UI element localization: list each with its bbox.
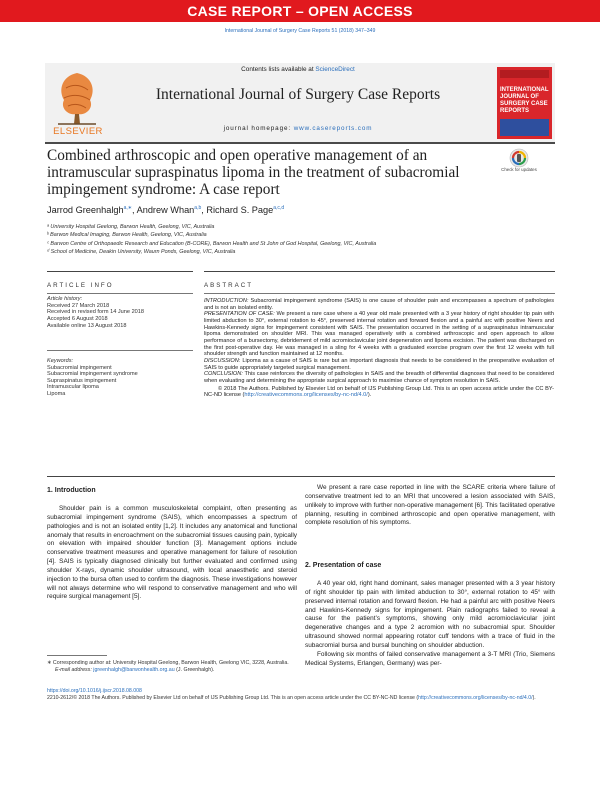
footer-license-link[interactable]: http://creativecommons.org/licenses/by-nc-nd/4.0/ — [418, 694, 533, 701]
author-name[interactable]: Richard S. Page — [206, 205, 274, 216]
case-report-banner: CASE REPORT – OPEN ACCESS — [0, 0, 600, 22]
article-info-heading: ARTICLE INFO — [47, 282, 114, 289]
abstract-license — [204, 386, 554, 399]
license-text: © 2018 The Authors. Published by Elsevier Ltd on behalf of IJS Publishing Group Ltd. This is an open access article under the CC BY-NC-ND license ( — [204, 385, 554, 399]
paragraph: We present a rare case reported in line with the SCARE criteria where failure of conservative treatment led to an MRI that uncovered a lesion associated with SAIS, unlikely to improve with further non-operative management [6]. This facilitated operative planning, resulting in combined arthroscopic and open operative management, with complete resolution of his symptoms. — [305, 484, 555, 527]
email-suffix: (J. Greenhalgh). — [174, 667, 215, 673]
history-item: Available online 13 August 2018 — [47, 322, 127, 329]
issn-license-line — [47, 695, 557, 702]
divider — [204, 293, 555, 294]
journal-homepage-line — [110, 125, 486, 132]
keywords-label: Keywords: — [47, 358, 74, 364]
publisher-logo-text: ELSEVIER — [53, 126, 103, 137]
email-link[interactable]: jgreenhalgh@barwonhealth.org.au — [93, 667, 175, 673]
introduction-paragraph — [47, 505, 297, 602]
affiliation-item: ᵃ University Hospital Geelong, Barwon Health, Geelong, VIC, Australia — [47, 224, 215, 230]
abstract-label: PRESENTATION OF CASE: — [204, 311, 275, 318]
abstract-label: CONCLUSION: — [204, 371, 243, 378]
cover-title: INTERNATIONAL JOURNAL OF SURGERY CASE REPORTS — [500, 87, 549, 114]
contents-prefix: Contents lists available at — [241, 66, 316, 73]
author-name[interactable]: Jarrod Greenhalgh — [47, 205, 124, 216]
journal-name: International Journal of Surgery Case Reports — [155, 86, 441, 103]
paragraph: Shoulder pain is a common musculoskeletal complaint, often presenting as subacromial impingement syndrome (SAIS), which encompasses a spectrum of pathologies and is not an isolated entity [1,2]. It includes any anatomical and functional anomaly that results in encroachment on the subacromial tissues causing pain, typically on elevation with impaired shoulder function [3]. Management options include conservative treatment measures and operative management for failure of resolution [4]. SAIS is typically diagnosed clinically but further evaluated and confirmed using shoulder X-rays, dynamic shoulder ultrasound, with local anaesthetic and steroid injection to the bursa often used to confirm the diagnosis. These investigations however will not always determine who will respond to conservative management and who will require surgical management [5]. — [47, 505, 297, 601]
doi-link[interactable]: https://doi.org/10.1016/j.ijscr.2018.08.008 — [47, 688, 142, 694]
keyword-item: Subacromial impingement syndrome — [47, 371, 138, 377]
paragraph: Following six months of failed conservative management a 3-T MRI (Trio, Siemens Medical Systems, Erlangen, Germany) was per- — [305, 650, 555, 667]
corresponding-author-footnote — [47, 660, 297, 674]
author-list: Jarrod Greenhalgh$^{a,∗}$, Andrew Whan$^{a,b}$, Richard S. Page$^{a,c,d}$ — [47, 205, 285, 216]
paragraph: A 40 year old, right hand dominant, sales manager presented with a 3 year history of right shoulder tip pain with limited abduction to 30°, external rotation to 45° with preserved internal rotation and forward flexion. He had a painful arc with positive Neers and Hawkins-Kennedy signs for impingement. Plain radiographs failed to reveal a cause for the patient’s symptoms, showing only mild acromioclavicular joint degenerative changes and a type 2 acromion with no subacromial spur. Shoulder ultrasound showed normal appearing rotator cuff tendons with a trace of fluid in the subacromial bursa and bursal bunching on shoulder abduction. — [305, 580, 555, 649]
article-title: Combined arthroscopic and open operative management of an intramuscular supraspinatus lipoma in the treatment of subacromial impingement syndrome: A case report — [47, 147, 460, 198]
presentation-paragraphs — [305, 580, 555, 668]
abstract-text: Subacromial impingement syndrome (SAIS) is one cause of shoulder pain and encompasses a spectrum of pathologies and is not an isolated entity. — [204, 298, 554, 311]
footnote-divider — [47, 655, 107, 656]
author-name[interactable]: Andrew Whan — [136, 205, 195, 216]
sciencedirect-link[interactable]: ScienceDirect — [315, 66, 355, 73]
abstract-text: Lipoma as a cause of SAIS is rare but an important diagnosis that needs to be considered in the preoperative evaluation of SAIS to guide appropriately targeted surgical management. — [204, 357, 554, 371]
abstract-label: DISCUSSION: — [204, 357, 241, 364]
homepage-prefix: journal homepage: — [223, 125, 294, 132]
check-for-updates-label[interactable]: Check for updates — [501, 167, 537, 172]
abstract-discussion — [204, 358, 554, 371]
check-for-updates-icon[interactable] — [505, 148, 533, 184]
abstract-label: INTRODUCTION: — [204, 298, 249, 304]
doi-footer — [47, 688, 557, 702]
author-affiliation-marker[interactable]: a,b — [194, 205, 202, 211]
abstract-text: We present a rare case where a 40 year old male presented with a 3 year history of right shoulder tip pain with limited abduction to 30°, external rotation to 45°, preserved internal rotation and forward flexion and a painful arc with positive Neers and Hawkins-Kennedy signs for impingement consistent with SAIS. The presentation occurred in the setting of a supraspinatus intramuscular lipoma demonstrated on shoulder MRI. This was managed operatively with a combined arthroscopic and open approach to allow performance of a bursectomy, debridement of mild acromioclavicular joint degeneration and lipoma excision. The patient was discharged on the first post-operative day. He was managed in a sling for 4 weeks with a graduated exercise program over the first 12 weeks with full shoulder strength and function maintained at 12 months. — [204, 311, 554, 358]
divider — [47, 476, 555, 477]
keyword-item: Subacromial impingement — [47, 364, 112, 371]
history-item: Accepted 6 August 2018 — [47, 316, 108, 323]
elsevier-tree-logo-icon — [52, 68, 102, 128]
abstract-case — [204, 311, 554, 358]
divider — [204, 271, 555, 272]
divider — [47, 350, 193, 351]
corresponding-author-text: ∗ Corresponding author at: University Hospital Geelong, Barwon Health, Geelong VIC, 3228, Australia. — [47, 660, 289, 666]
abstract-introduction — [204, 298, 554, 311]
history-item: Received in revised form 14 June 2018 — [47, 309, 145, 316]
history-item: Received 27 March 2018 — [47, 302, 110, 309]
keyword-item: Supraspinatus impingement — [47, 377, 117, 384]
author-affiliation-marker[interactable]: a,∗ — [123, 205, 132, 211]
abstract-text: This case reinforces the diversity of pathologies in SAIS and the breadth of differential diagnoses that need to be considered when evaluating and determining the appropriate surgical approach to maximise chance of symptom resolution in SAIS. — [204, 371, 555, 384]
abstract-conclusion — [204, 371, 554, 384]
abstract-heading: ABSTRACT — [204, 282, 254, 289]
section-heading-introduction: 1. Introduction — [47, 487, 96, 494]
divider — [47, 293, 193, 294]
article-history — [47, 296, 193, 330]
right-column-intro — [305, 484, 555, 528]
license-close: ). — [367, 392, 372, 399]
footer-license-close: ). — [532, 694, 536, 701]
email-line — [47, 667, 297, 674]
issn-text: 2210-2612/© 2018 The Authors. Published by Elsevier Ltd on behalf of IJS Publishing Group Ltd. This is an open access article under the CC BY-NC-ND license ( — [47, 694, 419, 701]
affiliation-list — [47, 223, 547, 256]
abstract-body — [204, 298, 554, 399]
divider — [47, 271, 193, 272]
license-link[interactable]: http://creativecommons.org/licenses/by-nc-nd/4.0/ — [244, 392, 368, 399]
keywords — [47, 358, 193, 397]
section-heading-presentation: 2. Presentation of case — [305, 562, 382, 569]
affiliation-item: ᵇ Barwon Medical Imaging, Barwon Health, Geelong, VIC, Australia — [47, 232, 207, 239]
contents-available-line — [110, 66, 486, 73]
journal-citation[interactable]: International Journal of Surgery Case Reports 51 (2018) 347–349 — [224, 28, 376, 34]
homepage-link[interactable]: www.casereports.com — [293, 125, 373, 132]
affiliation-item: ᶜ Barwon Centre of Orthopaedic Research and Education (B-CORE), Barwon Health and St John of God Hospital, Geelong, VIC, Australia — [47, 240, 377, 247]
email-label: E-mail address: — [55, 667, 94, 673]
affiliation-item: ᵈ School of Medicine, Deakin University, Waurn Ponds, Geelong, VIC, Australia — [47, 248, 236, 255]
history-label: Article history: — [47, 296, 83, 302]
author-affiliation-marker[interactable]: a,c,d — [273, 205, 285, 211]
keyword-item: Intramuscular lipoma — [47, 384, 99, 390]
keyword-item: Lipoma — [47, 390, 66, 397]
